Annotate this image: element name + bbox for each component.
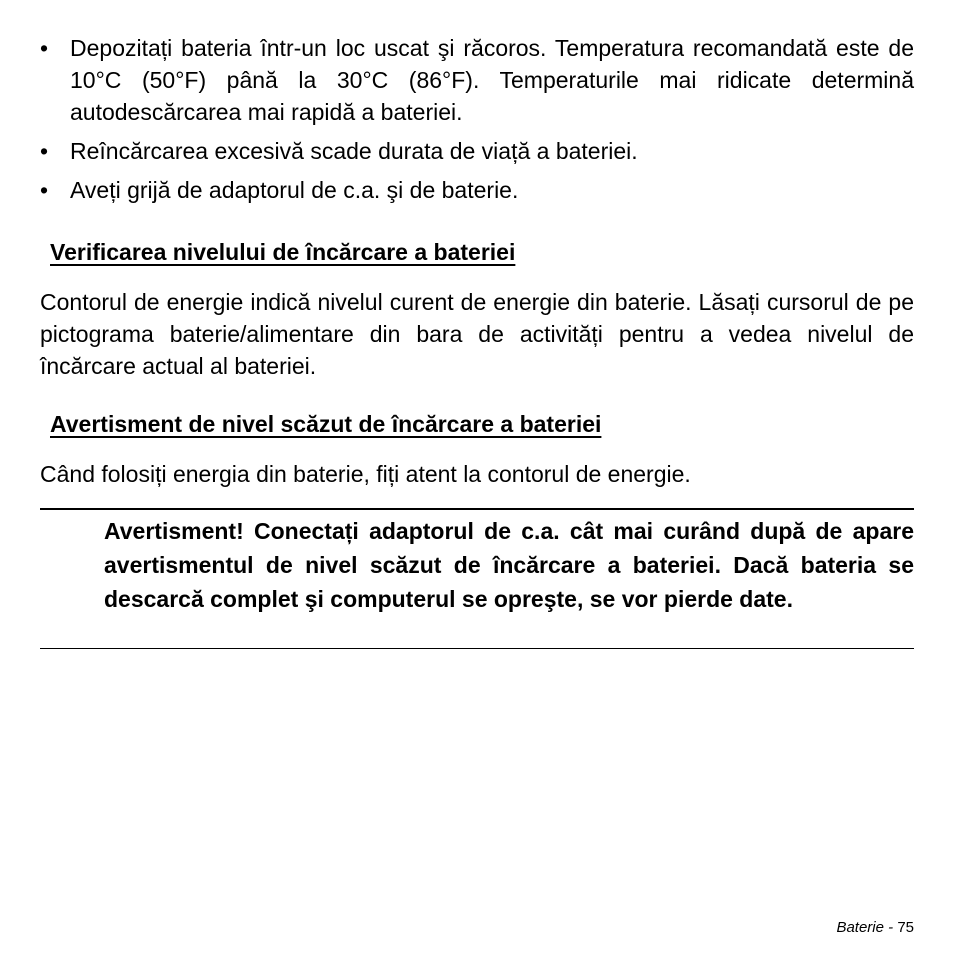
footer-section-name: Baterie - (836, 919, 894, 936)
section-heading-low-battery-warning: Avertisment de nivel scăzut de încărcare a bateriei (50, 411, 602, 437)
section-heading-battery-level: Verificarea nivelului de încărcare a bateriei (50, 239, 516, 265)
page-footer (836, 918, 914, 938)
page-number: 75 (897, 919, 914, 936)
list-item (40, 32, 914, 128)
list-item (40, 174, 914, 206)
list-item-text: Depozitați bateria într-un loc uscat şi răcoros. Temperatura recomandată este de 10°C (50°F) până la 30°C (86°F). Temperaturile mai ridicate determină autodescărcarea mai rapidă a bateriei. (70, 35, 914, 125)
warning-bottom-divider (40, 648, 914, 649)
section-body-battery-level: Contorul de energie indică nivelul curent de energie din baterie. Lăsați cursorul de pe pictograma baterie/alimentare din bara de activități pentru a vedea nivelul de încărcare actual al bateriei. (40, 289, 914, 379)
list-item-text: Reîncărcarea excesivă scade durata de viață a bateriei. (70, 138, 638, 164)
warning-notice: Avertisment! Conectați adaptorul de c.a. cât mai curând după de apare avertismentul de nivel scăzut de încărcare a bateriei. Dacă bateria se descarcă complet şi computerul se opreşte, se vor pierde date. (104, 518, 914, 612)
bullet-icon: • (40, 177, 49, 203)
section-body-low-battery-warning: Când folosiți energia din baterie, fiți atent la contorul de energie. (40, 461, 691, 487)
battery-care-list (40, 32, 914, 206)
list-item-text: Aveți grijă de adaptorul de c.a. şi de baterie. (70, 177, 519, 203)
warning-top-divider (40, 508, 914, 510)
bullet-icon: • (40, 138, 49, 164)
bullet-icon: • (40, 35, 49, 61)
list-item (40, 135, 914, 167)
